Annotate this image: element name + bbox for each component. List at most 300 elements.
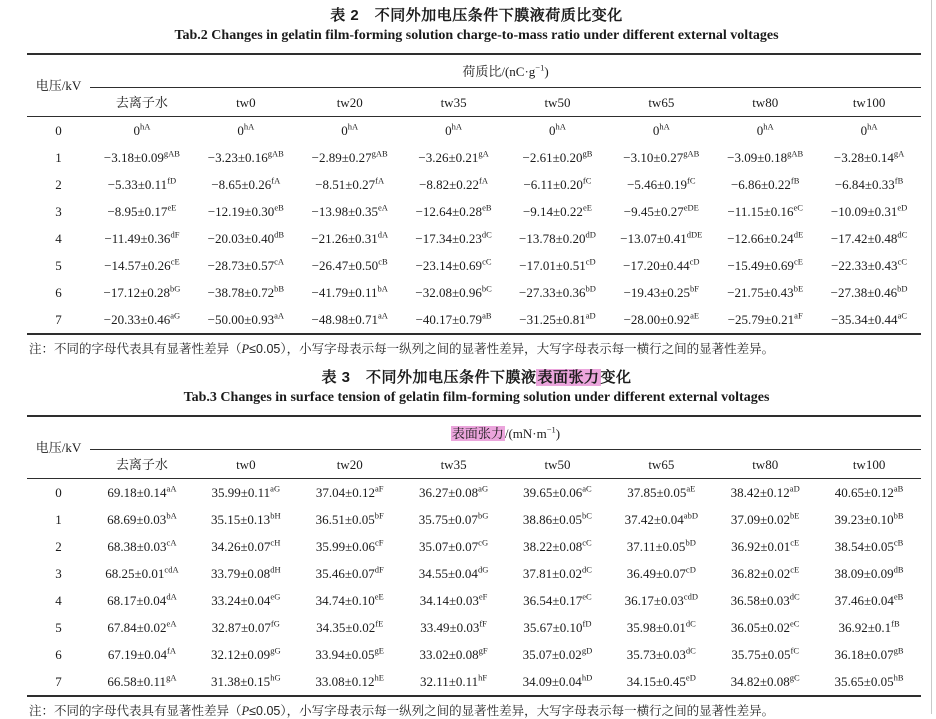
column-header: tw35 <box>402 450 506 479</box>
significance-superscript: dC <box>897 229 908 240</box>
significance-superscript: dH <box>270 564 281 575</box>
table2-unit-close: ) <box>544 63 549 79</box>
value-cell: $-13.98\pm 0.35^{eA}$ <box>311 202 388 219</box>
table3 <box>27 415 921 697</box>
value-cell: $34.82\pm 0.08^{gC}$ <box>730 672 800 689</box>
value-cell: $32.87\pm 0.07^{fG}$ <box>211 618 280 635</box>
value-cell: $-48.98\pm 0.71^{aA}$ <box>311 310 388 327</box>
significance-superscript: eD <box>685 672 696 683</box>
significance-superscript: eE <box>167 202 177 213</box>
significance-superscript: eE <box>582 202 592 213</box>
significance-superscript: gA <box>893 148 905 159</box>
value-cell: $35.99\pm 0.06^{cF}$ <box>315 537 384 554</box>
table2-unit-text: 荷质比/(nC·g <box>462 63 536 79</box>
note-p-symbol: P <box>241 704 250 718</box>
voltage-cell: 0 <box>55 485 62 500</box>
table-row <box>27 614 921 641</box>
significance-superscript: gG <box>270 645 281 656</box>
value-cell: $37.85\pm 0.05^{aE}$ <box>627 483 696 500</box>
table2-note <box>29 341 926 357</box>
value-cell: $66.58\pm 0.11^{gA}$ <box>107 672 177 689</box>
value-cell: $40.65\pm 0.12^{aB}$ <box>834 483 904 500</box>
note-text-rest: ≤0.05），小写字母表示每一纵列之间的显著性差异，大写字母表示每一横行之间的显著性差异。 <box>249 342 775 356</box>
column-header: 去离子水 <box>90 450 194 479</box>
significance-superscript: eA <box>377 202 388 213</box>
significance-superscript: cD <box>689 256 700 267</box>
value-cell: $-21.75\pm 0.43^{bE}$ <box>727 283 804 300</box>
value-cell: $33.79\pm 0.08^{dH}$ <box>211 564 281 581</box>
significance-superscript: cD <box>685 564 696 575</box>
significance-superscript: eB <box>893 591 904 602</box>
table3-title-highlight: 表面张力 <box>537 369 600 386</box>
significance-superscript: dA <box>166 591 177 602</box>
voltage-cell: 2 <box>55 539 62 554</box>
value-cell: $-6.86\pm 0.22^{fB}$ <box>730 175 800 192</box>
significance-superscript: cE <box>793 256 803 267</box>
significance-superscript: aD <box>789 483 800 494</box>
value-cell: $0^{hA}$ <box>756 121 774 138</box>
value-cell: $36.18\pm 0.07^{gB}$ <box>834 645 904 662</box>
significance-superscript: gD <box>581 645 593 656</box>
significance-superscript: bE <box>793 283 804 294</box>
value-cell: $-28.00\pm 0.92^{aE}$ <box>623 310 700 327</box>
significance-superscript: gAB <box>371 148 388 159</box>
significance-superscript: fD <box>167 175 177 186</box>
significance-superscript: dC <box>685 618 696 629</box>
value-cell: $-17.20\pm 0.44^{cD}$ <box>623 256 700 273</box>
value-cell: $-15.49\pm 0.69^{cE}$ <box>727 256 803 273</box>
value-cell: $-28.73\pm 0.57^{cA}$ <box>207 256 284 273</box>
table-row <box>27 506 921 533</box>
value-cell: $36.82\pm 0.02^{cE}$ <box>731 564 800 581</box>
significance-superscript: cdA <box>164 564 179 575</box>
significance-superscript: bF <box>690 283 700 294</box>
significance-superscript: bD <box>685 537 696 548</box>
value-cell: $33.02\pm 0.08^{gF}$ <box>419 645 488 662</box>
significance-superscript: hE <box>374 672 384 683</box>
value-cell: $68.38\pm 0.03^{cA}$ <box>107 537 177 554</box>
value-cell: $-35.34\pm 0.44^{aC}$ <box>831 310 908 327</box>
significance-superscript: bG <box>169 283 181 294</box>
value-cell: $-14.57\pm 0.26^{cE}$ <box>104 256 180 273</box>
significance-superscript: fA <box>375 175 385 186</box>
value-cell: $-17.12\pm 0.28^{bG}$ <box>103 283 181 300</box>
significance-superscript: aA <box>166 483 177 494</box>
significance-superscript: dD <box>585 229 596 240</box>
value-cell: $35.73\pm 0.03^{dC}$ <box>626 645 696 662</box>
table-row <box>27 668 921 696</box>
significance-superscript: fA <box>167 645 176 656</box>
column-header: 去离子水 <box>90 88 194 117</box>
value-cell: $-2.61\pm 0.20^{gB}$ <box>522 148 593 165</box>
value-cell: $-2.89\pm 0.27^{gAB}$ <box>311 148 388 165</box>
value-cell: $0^{hA}$ <box>548 121 566 138</box>
significance-superscript: gAB <box>683 148 700 159</box>
column-header: tw100 <box>817 88 921 117</box>
value-cell: $-17.01\pm 0.51^{cD}$ <box>519 256 596 273</box>
significance-superscript: fA <box>479 175 489 186</box>
significance-superscript: dA <box>377 229 389 240</box>
table2-corner-header: 电压/kV <box>27 54 90 117</box>
significance-superscript: aA <box>377 310 388 321</box>
value-cell: $31.38\pm 0.15^{hG}$ <box>211 672 281 689</box>
table2-body <box>27 117 921 335</box>
table3-subheader-row <box>27 450 921 479</box>
significance-superscript: cD <box>585 256 596 267</box>
value-cell: $34.26\pm 0.07^{cH}$ <box>211 537 281 554</box>
significance-superscript: aF <box>794 310 803 321</box>
table-row <box>27 306 921 334</box>
significance-superscript: hA <box>763 121 774 132</box>
significance-superscript: gC <box>789 672 800 683</box>
note-text: 注：不同的字母代表具有显著性差异（ <box>29 342 242 356</box>
significance-superscript: gAB <box>267 148 284 159</box>
table3-corner-header: 电压/kV <box>27 416 90 479</box>
significance-superscript: bC <box>481 283 492 294</box>
value-cell: $37.81\pm 0.02^{dC}$ <box>522 564 592 581</box>
table3-title-post: 变化 <box>600 369 632 386</box>
value-cell: $0^{hA}$ <box>341 121 359 138</box>
value-cell: $-13.07\pm 0.41^{dDE}$ <box>620 229 703 246</box>
table3-unit-text: /(mN·m <box>504 425 547 441</box>
value-cell: $-21.26\pm 0.31^{dA}$ <box>311 229 389 246</box>
value-cell: $0^{hA}$ <box>133 121 151 138</box>
value-cell: $-27.33\pm 0.36^{bD}$ <box>519 283 596 300</box>
value-cell: $-8.51\pm 0.27^{fA}$ <box>315 175 385 192</box>
value-cell: $38.86\pm 0.05^{bC}$ <box>522 510 592 527</box>
value-cell: $-17.34\pm 0.23^{dC}$ <box>415 229 492 246</box>
significance-superscript: hF <box>478 672 488 683</box>
table-row <box>27 198 921 225</box>
value-cell: $-31.25\pm 0.81^{aD}$ <box>519 310 596 327</box>
significance-superscript: abD <box>683 510 698 521</box>
significance-superscript: dG <box>477 564 489 575</box>
significance-superscript: cF <box>375 537 384 548</box>
table-row <box>27 279 921 306</box>
significance-superscript: aB <box>893 483 904 494</box>
value-cell: $-25.79\pm 0.21^{aF}$ <box>727 310 803 327</box>
table-row <box>27 641 921 668</box>
table3-note <box>29 703 926 719</box>
significance-superscript: eC <box>793 202 803 213</box>
value-cell: $0^{hA}$ <box>237 121 255 138</box>
value-cell: $36.92\pm 0.1^{fB}$ <box>838 618 900 635</box>
column-header: tw20 <box>298 450 402 479</box>
significance-superscript: cdD <box>683 591 698 602</box>
table-row <box>27 144 921 171</box>
value-cell: $69.18\pm 0.14^{aA}$ <box>107 483 177 500</box>
significance-superscript: hA <box>451 121 462 132</box>
significance-superscript: eB <box>274 202 284 213</box>
voltage-cell: 4 <box>55 231 62 246</box>
significance-superscript: bH <box>270 510 281 521</box>
significance-superscript: hG <box>270 672 281 683</box>
significance-superscript: bD <box>585 283 596 294</box>
significance-superscript: fC <box>687 175 696 186</box>
significance-superscript: bC <box>582 510 592 521</box>
value-cell: $35.46\pm 0.07^{dF}$ <box>315 564 384 581</box>
value-cell: $35.07\pm 0.02^{gD}$ <box>522 645 593 662</box>
value-cell: $33.24\pm 0.04^{eG}$ <box>211 591 281 608</box>
value-cell: $68.69\pm 0.03^{bA}$ <box>107 510 177 527</box>
column-header: tw50 <box>506 450 610 479</box>
table2-title-zh: 表 2 不同外加电压条件下膜液荷质比变化 <box>330 7 623 24</box>
value-cell: $33.08\pm 0.12^{hE}$ <box>315 672 384 689</box>
significance-superscript: bD <box>897 283 908 294</box>
value-cell: $34.15\pm 0.45^{eD}$ <box>626 672 696 689</box>
significance-superscript: aD <box>585 310 596 321</box>
table2-unit-exponent: −1 <box>535 62 545 73</box>
significance-superscript: cA <box>274 256 284 267</box>
value-cell: $35.65\pm 0.05^{hB}$ <box>834 672 904 689</box>
value-cell: $35.75\pm 0.07^{bG}$ <box>418 510 489 527</box>
value-cell: $-9.14\pm 0.22^{eE}$ <box>522 202 592 219</box>
significance-superscript: eDE <box>683 202 699 213</box>
significance-superscript: dB <box>893 564 904 575</box>
column-header: tw0 <box>194 450 298 479</box>
value-cell: $37.42\pm 0.04^{abD}$ <box>624 510 698 527</box>
value-cell: $-26.47\pm 0.50^{cB}$ <box>311 256 388 273</box>
value-cell: $39.65\pm 0.06^{aC}$ <box>523 483 592 500</box>
value-cell: $-3.23\pm 0.16^{gAB}$ <box>207 148 284 165</box>
significance-superscript: fC <box>582 175 592 186</box>
value-cell: $38.54\pm 0.05^{cB}$ <box>834 537 904 554</box>
value-cell: $34.35\pm 0.02^{fE}$ <box>316 618 384 635</box>
significance-superscript: hA <box>139 121 151 132</box>
table2 <box>27 53 921 335</box>
significance-superscript: gAB <box>787 148 804 159</box>
value-cell: $-20.33\pm 0.46^{aG}$ <box>103 310 181 327</box>
significance-superscript: bE <box>790 510 800 521</box>
table-row <box>27 225 921 252</box>
significance-superscript: fC <box>790 645 799 656</box>
value-cell: $-6.84\pm 0.33^{fB}$ <box>834 175 904 192</box>
value-cell: $36.54\pm 0.17^{eC}$ <box>523 591 592 608</box>
table-row <box>27 587 921 614</box>
significance-superscript: dC <box>582 564 592 575</box>
column-header: tw65 <box>609 450 713 479</box>
value-cell: −12.66±0.24dE <box>727 229 804 246</box>
value-cell: $-3.10\pm 0.27^{gAB}$ <box>623 148 700 165</box>
column-header: tw50 <box>506 88 610 117</box>
value-cell: $-3.26\pm 0.21^{gA}$ <box>418 148 489 165</box>
value-cell: $36.17\pm 0.03^{cdD}$ <box>624 591 698 608</box>
value-cell: $35.15\pm 0.13^{bH}$ <box>211 510 281 527</box>
significance-superscript: bA <box>377 283 388 294</box>
table-row <box>27 171 921 198</box>
voltage-cell: 1 <box>55 150 62 165</box>
table-row <box>27 117 921 145</box>
value-cell: $34.09\pm 0.04^{hD}$ <box>522 672 593 689</box>
significance-superscript: eG <box>270 591 281 602</box>
value-cell: $37.11\pm 0.05^{bD}$ <box>626 537 696 554</box>
table2-title-en: Tab.2 Changes in gelatin film-forming solution charge-to-mass ratio under different external voltages <box>174 28 779 43</box>
value-cell: $-38.78\pm 0.72^{bB}$ <box>207 283 284 300</box>
table2-unit-header <box>90 54 921 88</box>
value-cell: $32.11\pm 0.11^{hF}$ <box>419 672 488 689</box>
column-header: tw0 <box>194 88 298 117</box>
significance-superscript: fE <box>375 618 384 629</box>
significance-superscript: dC <box>481 229 492 240</box>
table3-body <box>27 479 921 697</box>
value-cell: $36.58\pm 0.03^{dC}$ <box>730 591 800 608</box>
table-row <box>27 533 921 560</box>
significance-superscript: aG <box>478 483 489 494</box>
voltage-cell: 3 <box>55 566 62 581</box>
value-cell: $68.17\pm 0.04^{dA}$ <box>107 591 177 608</box>
significance-superscript: bB <box>274 283 284 294</box>
table3-unit-highlight: 表面张力 <box>451 425 504 441</box>
value-cell: $67.84\pm 0.02^{eA}$ <box>107 618 177 635</box>
value-cell: $-3.09\pm 0.18^{gAB}$ <box>727 148 804 165</box>
value-cell: $35.98\pm 0.01^{dC}$ <box>626 618 696 635</box>
value-cell: $-11.15\pm 0.16^{eC}$ <box>727 202 803 219</box>
value-cell: $-41.79\pm 0.11^{bA}$ <box>311 283 388 300</box>
voltage-cell: 4 <box>55 593 62 608</box>
column-header: tw100 <box>817 450 921 479</box>
value-cell: $32.12\pm 0.09^{gG}$ <box>211 645 281 662</box>
significance-superscript: fB <box>891 618 900 629</box>
voltage-cell: 5 <box>55 258 62 273</box>
significance-superscript: cG <box>478 537 489 548</box>
table2-subheader-row <box>27 88 921 117</box>
value-cell: $38.22\pm 0.08^{cC}$ <box>523 537 592 554</box>
value-cell: $36.27\pm 0.08^{aG}$ <box>419 483 489 500</box>
table-row <box>27 560 921 587</box>
value-cell: $-12.19\pm 0.30^{eB}$ <box>207 202 284 219</box>
significance-superscript: hB <box>893 672 904 683</box>
value-cell: $-12.64\pm 0.28^{eB}$ <box>415 202 492 219</box>
value-cell: $-27.38\pm 0.46^{bD}$ <box>830 283 908 300</box>
significance-superscript: dB <box>274 229 284 240</box>
significance-superscript: aA <box>274 310 284 321</box>
value-cell: $-3.18\pm 0.09^{gAB}$ <box>103 148 180 165</box>
value-cell: $-23.14\pm 0.69^{cC}$ <box>415 256 492 273</box>
significance-superscript: bA <box>166 510 177 521</box>
value-cell: $-8.82\pm 0.22^{fA}$ <box>419 175 489 192</box>
value-cell: $34.14\pm 0.03^{eF}$ <box>419 591 488 608</box>
significance-superscript: hA <box>659 121 670 132</box>
value-cell: $-9.45\pm 0.27^{eDE}$ <box>623 202 699 219</box>
table3-unit-header <box>90 416 921 450</box>
significance-superscript: aE <box>690 310 700 321</box>
value-cell: $36.05\pm 0.02^{eC}$ <box>730 618 800 635</box>
significance-superscript: cE <box>790 564 800 575</box>
significance-superscript: cC <box>897 256 908 267</box>
value-cell: $68.25\pm 0.01^{cdA}$ <box>105 564 179 581</box>
significance-superscript: hA <box>243 121 255 132</box>
voltage-cell: 7 <box>55 674 62 689</box>
value-cell: $34.74\pm 0.10^{eE}$ <box>315 591 384 608</box>
significance-superscript: eD <box>897 202 908 213</box>
value-cell: $36.92\pm 0.01^{cE}$ <box>731 537 800 554</box>
significance-superscript: dF <box>170 229 180 240</box>
significance-superscript: dC <box>789 591 800 602</box>
column-header: tw65 <box>609 88 713 117</box>
significance-superscript: cE <box>170 256 180 267</box>
page-edge-line <box>931 0 932 714</box>
value-cell: $-5.46\pm 0.19^{fC}$ <box>627 175 696 192</box>
significance-superscript: hA <box>555 121 566 132</box>
significance-superscript: aC <box>582 483 592 494</box>
significance-superscript: eB <box>482 202 492 213</box>
value-cell: $-22.33\pm 0.43^{cC}$ <box>831 256 908 273</box>
value-cell: $67.19\pm 0.04^{fA}$ <box>107 645 176 662</box>
value-cell: $-3.28\pm 0.14^{gA}$ <box>833 148 905 165</box>
significance-superscript: fB <box>790 175 800 186</box>
significance-superscript: aG <box>270 483 281 494</box>
value-cell: $-5.33\pm 0.11^{fD}$ <box>107 175 177 192</box>
column-header: tw20 <box>298 88 402 117</box>
value-cell: $35.99\pm 0.11^{aG}$ <box>211 483 281 500</box>
table-row <box>27 252 921 279</box>
value-cell: $-11.49\pm 0.36^{dF}$ <box>104 229 180 246</box>
value-cell: $36.51\pm 0.05^{bF}$ <box>315 510 384 527</box>
significance-superscript: bG <box>477 510 489 521</box>
significance-superscript: gB <box>582 148 593 159</box>
note-p-symbol: P <box>241 342 250 356</box>
value-cell: $37.46\pm 0.04^{eB}$ <box>834 591 904 608</box>
value-cell: $0^{hA}$ <box>860 121 878 138</box>
value-cell: $35.07\pm 0.07^{cG}$ <box>419 537 489 554</box>
significance-superscript: fF <box>479 618 487 629</box>
note-text-rest: ≤0.05），小写字母表示每一纵列之间的显著性差异，大写字母表示每一横行之间的显著性差异。 <box>249 704 775 718</box>
table3-title-pre: 表 3 不同外加电压条件下膜液 <box>321 369 537 386</box>
value-cell: $39.23\pm 0.10^{bB}$ <box>834 510 904 527</box>
significance-superscript: eE <box>374 591 384 602</box>
significance-superscript: dF <box>374 564 384 575</box>
value-cell: $-8.95\pm 0.17^{eE}$ <box>107 202 177 219</box>
significance-superscript: gB <box>893 645 904 656</box>
table-row <box>27 479 921 507</box>
value-cell: $35.67\pm 0.10^{fD}$ <box>523 618 592 635</box>
value-cell: $-32.08\pm 0.96^{bC}$ <box>415 283 492 300</box>
significance-superscript: gAB <box>163 148 180 159</box>
value-cell: $38.09\pm 0.09^{dB}$ <box>834 564 904 581</box>
significance-superscript: hA <box>347 121 359 132</box>
table3-unit-exponent: −1 <box>546 424 556 435</box>
value-cell: $38.42\pm 0.12^{aD}$ <box>730 483 800 500</box>
voltage-cell: 7 <box>55 312 62 327</box>
significance-superscript: cC <box>582 537 592 548</box>
value-cell: $33.94\pm 0.05^{gE}$ <box>315 645 384 662</box>
significance-superscript: eA <box>166 618 177 629</box>
significance-superscript: gA <box>478 148 489 159</box>
table3-unit-close: ) <box>555 425 561 441</box>
significance-superscript: dC <box>685 645 696 656</box>
value-cell: $0^{hA}$ <box>652 121 670 138</box>
significance-superscript: fB <box>894 175 904 186</box>
significance-superscript: aB <box>482 310 492 321</box>
column-header: tw80 <box>713 450 817 479</box>
significance-superscript: cC <box>482 256 492 267</box>
note-text: 注：不同的字母代表具有显著性差异（ <box>29 704 242 718</box>
value-cell: $-13.78\pm 0.20^{dD}$ <box>519 229 596 246</box>
column-header: tw80 <box>713 88 817 117</box>
significance-superscript: eC <box>582 591 592 602</box>
significance-superscript: eF <box>478 591 488 602</box>
voltage-cell: 0 <box>55 123 62 138</box>
column-header: tw35 <box>402 88 506 117</box>
significance-superscript: hD <box>581 672 593 683</box>
significance-superscript: eC <box>790 618 800 629</box>
table3-title-zh <box>27 368 926 388</box>
value-cell: $-17.42\pm 0.48^{dC}$ <box>830 229 908 246</box>
significance-superscript: cH <box>270 537 281 548</box>
significance-superscript: hA <box>867 121 878 132</box>
significance-superscript: aG <box>170 310 181 321</box>
voltage-cell: 6 <box>55 285 62 300</box>
